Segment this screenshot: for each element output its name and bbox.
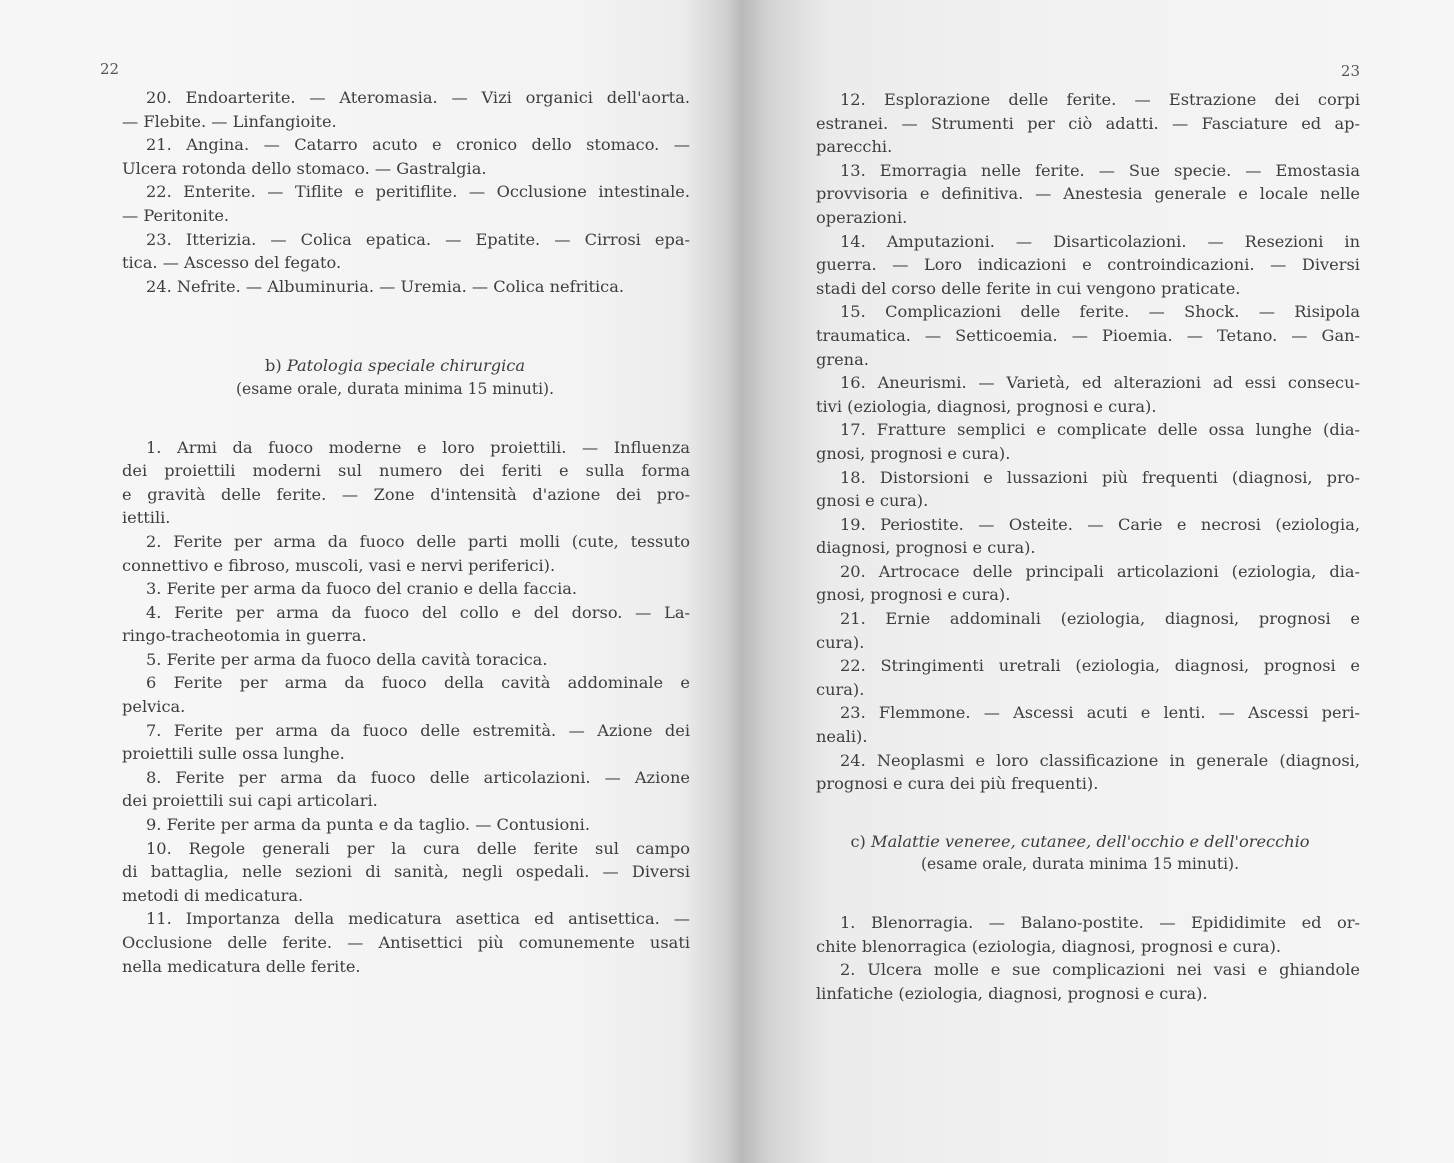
text-line: cura). bbox=[816, 679, 865, 699]
text-line: gnosi e cura). bbox=[816, 491, 929, 511]
list-item bbox=[122, 436, 690, 530]
text-line: 20. Artrocace delle principali articolazioni (eziologia, dia- bbox=[840, 561, 1360, 581]
list-item bbox=[816, 911, 1360, 958]
list-item bbox=[122, 577, 690, 601]
text-line: 10. Regole generali per la cura delle ferite sul campo bbox=[146, 838, 690, 858]
list-item bbox=[122, 530, 690, 577]
text-line: iettili. bbox=[122, 508, 171, 528]
text-line: 11. Importanza della medicatura asettica ed antisettica. — bbox=[146, 909, 690, 929]
list-item bbox=[816, 466, 1360, 513]
text-line: 9. Ferite per arma da punta e da taglio. — Contusioni. bbox=[146, 815, 591, 835]
list-item bbox=[816, 371, 1360, 418]
text-line: 23. Flemmone. — Ascessi acuti e lenti. — Ascessi peri- bbox=[840, 703, 1360, 723]
left-page bbox=[100, 0, 690, 1163]
text-line: parecchi. bbox=[816, 137, 893, 157]
list-item bbox=[816, 159, 1360, 230]
section-title: Malattie veneree, cutanee, dell'occhio e dell'orecchio bbox=[871, 831, 1310, 851]
text-line: 15. Complicazioni delle ferite. — Shock. — Risipola bbox=[840, 302, 1360, 322]
text-line: tivi (eziologia, diagnosi, prognosi e cura). bbox=[816, 396, 1157, 416]
text-line: 4. Ferite per arma da fuoco del collo e del dorso. — La- bbox=[146, 602, 690, 622]
list-item bbox=[816, 418, 1360, 465]
list-item bbox=[122, 719, 690, 766]
list-item bbox=[816, 560, 1360, 607]
section-subtitle: (esame orale, durata minima 15 minuti). bbox=[920, 855, 1240, 874]
text-line: connettivo e fibroso, muscoli, vasi e nervi periferici). bbox=[122, 555, 556, 575]
list-item bbox=[122, 907, 690, 978]
text-line: 24. Nefrite. — Albuminuria. — Uremia. — Colica nefritica. bbox=[146, 276, 625, 296]
text-line: gnosi, prognosi e cura). bbox=[816, 585, 1011, 605]
text-line: 23. Itterizia. — Colica epatica. — Epatite. — Cirrosi epa- bbox=[146, 229, 690, 249]
text-line: tica. — Ascesso del fegato. bbox=[122, 253, 342, 273]
text-line: chite blenorragica (eziologia, diagnosi, prognosi e cura). bbox=[816, 936, 1282, 956]
text-line: 16. Aneurismi. — Varietà, ed alterazioni ad essi consecu- bbox=[840, 373, 1360, 393]
list-item bbox=[816, 300, 1360, 371]
section-heading-b bbox=[100, 354, 690, 378]
text-line: provvisoria e definitiva. — Anestesia generale e locale nelle bbox=[816, 184, 1360, 204]
text-line: neali). bbox=[816, 727, 868, 747]
list-item bbox=[122, 275, 690, 299]
list-item bbox=[122, 671, 690, 718]
list-item bbox=[816, 958, 1360, 1005]
text-line: stadi del corso delle ferite in cui vengono praticate. bbox=[816, 278, 1241, 298]
list-item bbox=[816, 513, 1360, 560]
text-line: diagnosi, prognosi e cura). bbox=[816, 538, 1036, 558]
list-item bbox=[122, 180, 690, 227]
text-line: 1. Blenorragia. — Balano-postite. — Epididimite ed or- bbox=[840, 913, 1360, 932]
text-line: 21. Ernie addominali (eziologia, diagnosi, prognosi e bbox=[840, 609, 1360, 629]
list-item bbox=[122, 813, 690, 837]
page-number: 22 bbox=[100, 60, 120, 78]
text-line: 18. Distorsioni e lussazioni più frequenti (diagnosi, pro- bbox=[840, 467, 1360, 487]
section-heading-c bbox=[800, 830, 1360, 854]
text-line: metodi di medicatura. bbox=[122, 885, 304, 905]
list-item bbox=[816, 701, 1360, 748]
list-item bbox=[816, 88, 1360, 159]
list-block-b bbox=[100, 436, 690, 979]
text-line: pelvica. bbox=[122, 697, 186, 717]
text-line: dei proiettili moderni sul numero dei feriti e sulla forma bbox=[122, 461, 690, 481]
text-line: 14. Amputazioni. — Disarticolazioni. — Resezioni in bbox=[840, 231, 1360, 251]
section-title: Patologia speciale chirurgica bbox=[286, 356, 526, 376]
text-line: 6 Ferite per arma da fuoco della cavità addominale e bbox=[146, 673, 690, 693]
right-page bbox=[800, 0, 1360, 1163]
text-line: 22. Enterite. — Tiflite e peritiflite. — Occlusione intestinale. bbox=[146, 182, 690, 202]
text-line: proiettili sulle ossa lunghe. bbox=[122, 744, 345, 764]
list-item bbox=[122, 228, 690, 275]
text-line: — Peritonite. bbox=[122, 205, 230, 225]
text-line: 22. Stringimenti uretrali (eziologia, diagnosi, prognosi e bbox=[840, 656, 1360, 676]
text-line: 3. Ferite per arma da fuoco del cranio e della faccia. bbox=[146, 579, 578, 599]
text-line: ringo-tracheotomia in guerra. bbox=[122, 626, 367, 646]
section-label: c) bbox=[850, 831, 866, 851]
section-subtitle: (esame orale, durata minima 15 minuti). bbox=[235, 379, 555, 398]
list-item bbox=[122, 601, 690, 648]
text-line: 20. Endoarterite. — Ateromasia. — Vizi organici dell'aorta. bbox=[146, 88, 690, 107]
text-line: 12. Esplorazione delle ferite. — Estrazione dei corpi bbox=[840, 90, 1360, 109]
page-number: 23 bbox=[1340, 62, 1360, 80]
list-item bbox=[816, 230, 1360, 301]
list-block-a bbox=[100, 86, 690, 298]
text-line: estranei. — Strumenti per ciò adatti. — Fasciature ed ap- bbox=[816, 113, 1360, 133]
text-line: 19. Periostite. — Osteite. — Carie e necrosi (eziologia, bbox=[840, 514, 1360, 534]
list-item bbox=[122, 837, 690, 908]
text-line: operazioni. bbox=[816, 207, 908, 227]
text-line: gnosi, prognosi e cura). bbox=[816, 443, 1011, 463]
text-line: 17. Fratture semplici e complicate delle ossa lunghe (dia- bbox=[840, 420, 1360, 440]
list-block-b-continued bbox=[800, 88, 1360, 796]
text-line: linfatiche (eziologia, diagnosi, prognosi e cura). bbox=[816, 983, 1208, 1003]
text-line: grena. bbox=[816, 349, 869, 369]
text-line: cura). bbox=[816, 632, 865, 652]
list-item bbox=[816, 654, 1360, 701]
text-line: Occlusione delle ferite. — Antisettici più comunemente usati bbox=[122, 933, 690, 952]
text-line: nella medicatura delle ferite. bbox=[122, 956, 361, 976]
text-line: 7. Ferite per arma da fuoco delle estremità. — Azione dei bbox=[146, 720, 690, 740]
text-line: 1. Armi da fuoco moderne e loro proiettili. — Influenza bbox=[146, 437, 690, 457]
text-line: traumatica. — Setticoemia. — Pioemia. — Tetano. — Gan- bbox=[816, 325, 1360, 345]
text-line: guerra. — Loro indicazioni e controindicazioni. — Diversi bbox=[816, 255, 1360, 275]
list-block-c bbox=[800, 911, 1360, 1005]
text-line: 5. Ferite per arma da fuoco della cavità toracica. bbox=[146, 649, 548, 669]
text-line: e gravità delle ferite. — Zone d'intensità d'azione dei pro- bbox=[122, 484, 690, 504]
list-item bbox=[122, 766, 690, 813]
text-line: dei proiettili sui capi articolari. bbox=[122, 791, 378, 811]
text-line: 24. Neoplasmi e loro classificazione in generale (diagnosi, bbox=[840, 750, 1360, 770]
text-line: 21. Angina. — Catarro acuto e cronico dello stomaco. — bbox=[146, 135, 690, 155]
text-line: 13. Emorragia nelle ferite. — Sue specie. — Emostasia bbox=[840, 160, 1360, 180]
text-line: prognosi e cura dei più frequenti). bbox=[816, 774, 1099, 794]
text-line: di battaglia, nelle sezioni di sanità, negli ospedali. — Diversi bbox=[122, 862, 690, 882]
section-label: b) bbox=[264, 356, 282, 376]
text-line: 2. Ulcera molle e sue complicazioni nei vasi e ghiandole bbox=[840, 960, 1360, 980]
text-line: 8. Ferite per arma da fuoco delle articolazioni. — Azione bbox=[146, 767, 690, 787]
list-item bbox=[122, 133, 690, 180]
text-line: 2. Ferite per arma da fuoco delle parti molli (cute, tessuto bbox=[146, 531, 690, 551]
list-item bbox=[122, 86, 690, 133]
text-line: Ulcera rotonda dello stomaco. — Gastralgia. bbox=[122, 158, 487, 178]
list-item bbox=[122, 648, 690, 672]
list-item bbox=[816, 607, 1360, 654]
text-line: — Flebite. — Linfangioite. bbox=[122, 111, 337, 131]
list-item bbox=[816, 749, 1360, 796]
